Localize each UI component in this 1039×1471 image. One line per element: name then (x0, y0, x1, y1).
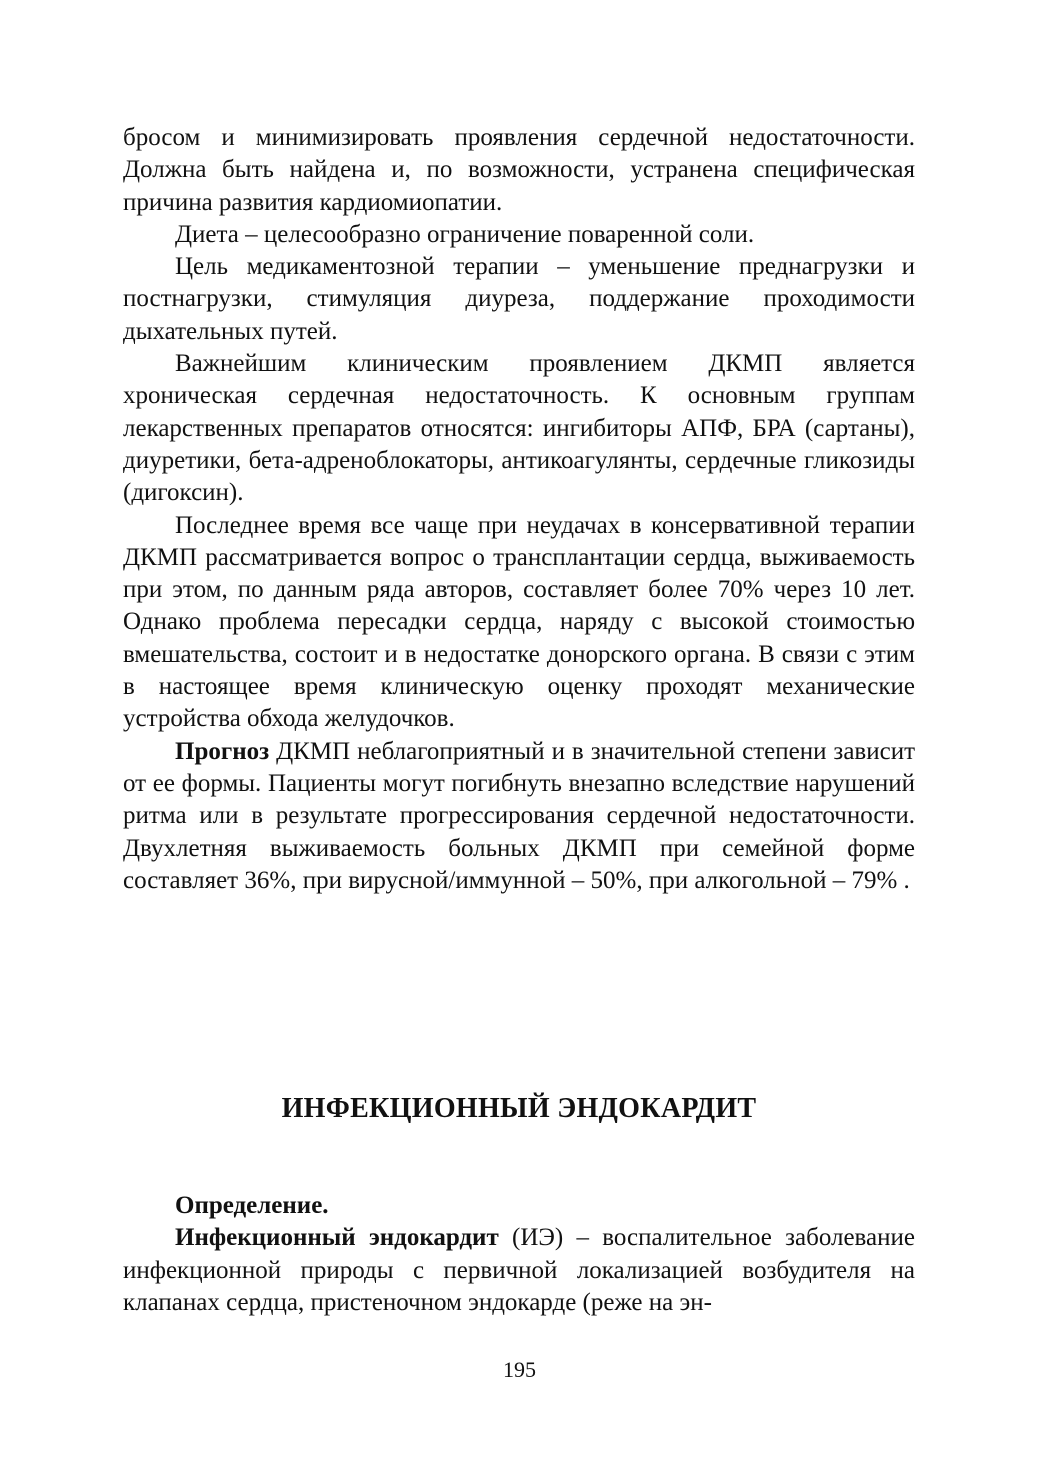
prognosis-text: ДКМП неблагоприятный и в значительной степени зависит от ее формы. Пациенты могут погибнуть внезапно вследствие нарушений ритма или в результате прогрессирования сердечной недостаточности. Двухлетняя выживаемость больных ДКМП при семейной форме составляет 36%, при вирусной/иммунной – 50%, при алкогольной – 79% . (123, 737, 915, 894)
prognosis-term: Прогноз (175, 737, 270, 765)
definition-term: Инфекционный эндокардит (175, 1224, 499, 1252)
paragraph-diet: Диета – целесообразно ограничение поваренной соли. (175, 220, 755, 248)
paragraph-drug-groups: Важнейшим клиническим проявлением ДКМП является хроническая сердечная недостаточность. К основным группам лекарственных препаратов относятся: ингибиторы АПФ, БРА (сартаны), диуретики, бета-адреноблокаторы, антикоагулянты, сердечные гликозиды (дигоксин). (123, 350, 915, 507)
definition-heading: Определение. (175, 1192, 329, 1219)
paragraph-therapy-goal: Цель медикаментозной терапии – уменьшение преднагрузки и постнагрузки, стимуляция диуреза, поддержание проходимости дыхательных путей. (123, 253, 915, 345)
paragraph-prognosis (123, 736, 915, 897)
section-title: ИНФЕКЦИОННЫЙ ЭНДОКАРДИТ (281, 1093, 757, 1124)
page-number: 195 (503, 1357, 536, 1382)
definition-block (123, 1190, 915, 1319)
main-text-block (123, 122, 915, 897)
definition-text: (ИЭ) – воспалительное заболевание инфекционной природы с первичной локализацией возбудителя на клапанах сердца, пристеночном эндокарде (реже на эн- (123, 1224, 915, 1316)
paragraph-transplant: Последнее время все чаще при неудачах в консервативной терапии ДКМП рассматривается вопрос о трансплантации сердца, выживаемость при этом, по данным ряда авторов, составляет более 70% через 10 лет. Однако проблема пересадки сердца, наряду с высокой стоимостью вмешательства, состоит и в недостатке донорского органа. В связи с этим в настоящее время клиническую оценку проходят механические устройства обхода желудочков. (123, 511, 915, 733)
definition-paragraph (123, 1222, 915, 1319)
paragraph-continuation: бросом и минимизировать проявления сердечной недостаточности. Должна быть найдена и, по возможности, устранена специфическая причина развития кардиомиопатии. (123, 124, 915, 216)
